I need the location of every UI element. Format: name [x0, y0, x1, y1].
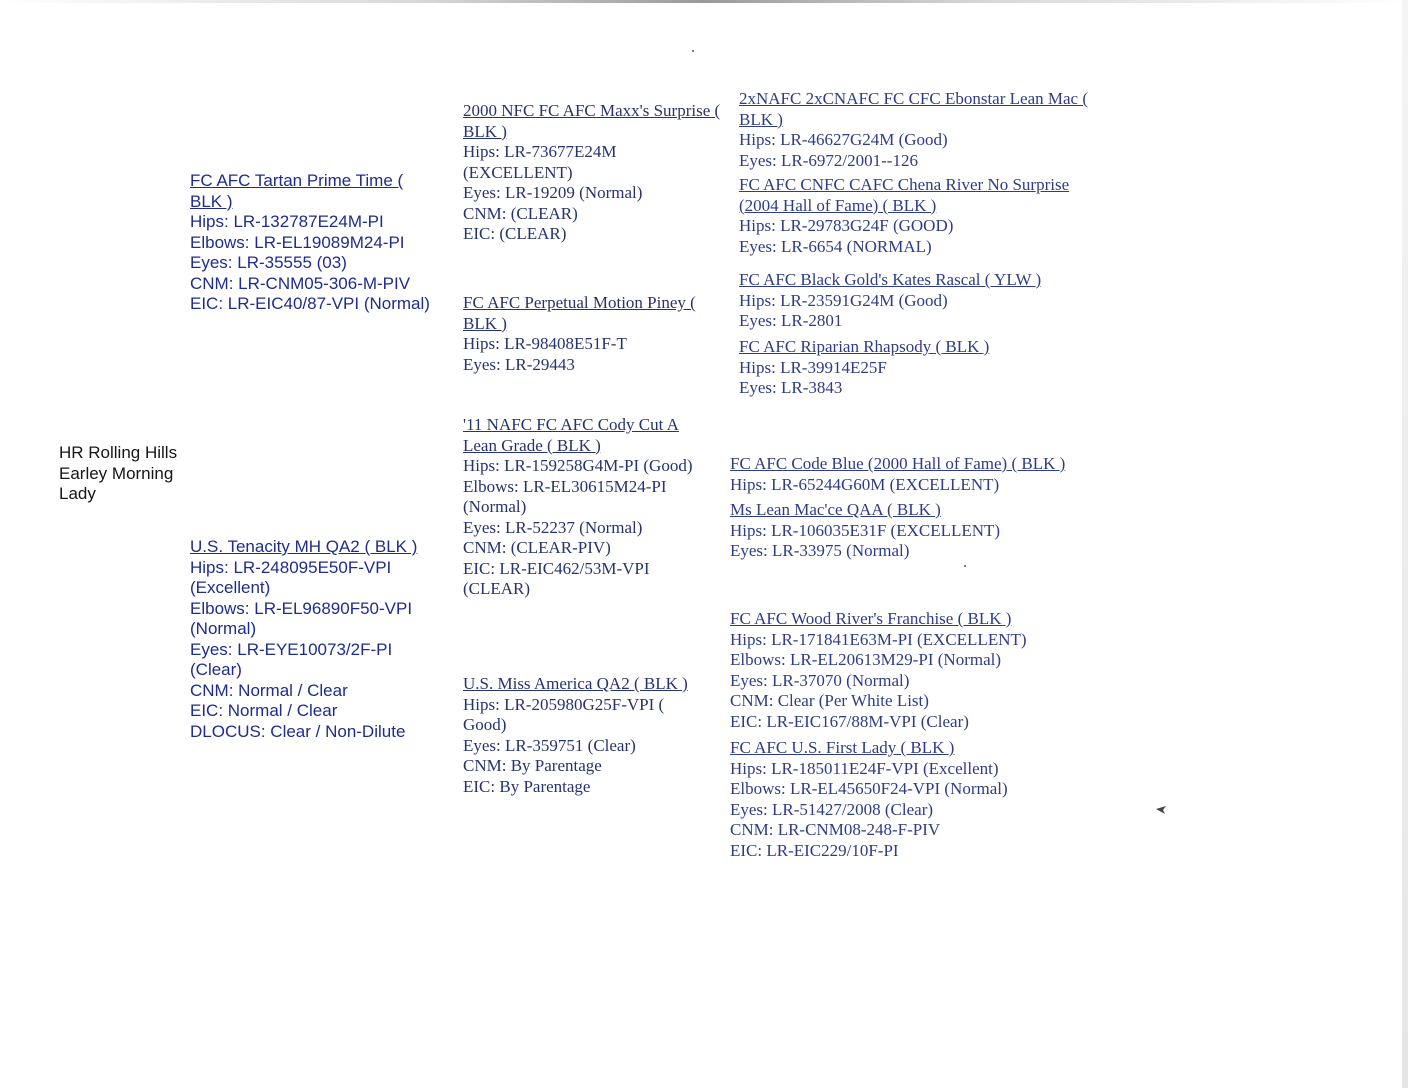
great-grandparent-name-link[interactable]: 2xNAFC 2xCNAFC FC CFC Ebonstar Lean Mac ( BLK ) — [739, 89, 1088, 129]
sire-health-line: Hips: LR-132787E24M-PI — [190, 212, 384, 231]
dam-health-line: CNM: Normal / Clear — [190, 680, 348, 700]
grandsire-health-line: Hips: LR-159258G4M-PI (Good) — [463, 456, 693, 475]
great-grandparent-health-line: Eyes: LR-3843 — [739, 378, 843, 397]
subject-line: HR Rolling Hills — [59, 443, 178, 462]
grandsire-health-line: EIC: LR-EIC462/53M-VPI (CLEAR) — [463, 558, 650, 598]
great-grandsire-2 — [739, 270, 1099, 332]
dam-health-line: DLOCUS: Clear / Non-Dilute — [190, 721, 406, 741]
great-grandparent-health-line: Eyes: LR-37070 (Normal) — [730, 670, 910, 690]
great-grandsire-4 — [730, 609, 1100, 732]
grandsire-dam-side — [463, 415, 708, 600]
great-granddam-3 — [730, 500, 1100, 562]
great-granddam-4 — [730, 738, 1100, 861]
grandsire-health-line: Eyes: LR-52237 (Normal) — [463, 517, 643, 537]
sire-name-link[interactable]: FC AFC Tartan Prime Time ( BLK ) — [190, 171, 404, 211]
subject-dog — [59, 443, 189, 505]
dam-health-line: Eyes: LR-EYE10073/2F-PI (Clear) — [190, 639, 393, 679]
granddam-dam-side — [463, 674, 703, 797]
arrow-mark-icon — [1156, 806, 1166, 814]
dam-name-link[interactable]: U.S. Tenacity MH QA2 ( BLK ) — [190, 537, 418, 556]
great-grandparent-health-line: Hips: LR-39914E25F — [739, 357, 887, 377]
great-grandparent-health-line: Eyes: LR-33975 (Normal) — [730, 541, 910, 560]
great-grandparent-health-line: Hips: LR-29783G24F (GOOD) — [739, 216, 954, 235]
granddam-name-link[interactable]: FC AFC Perpetual Motion Piney ( BLK ) — [463, 293, 696, 333]
dam-entry — [190, 537, 430, 742]
great-grandparent-health-line: Eyes: LR-6654 (NORMAL) — [739, 236, 932, 256]
great-grandsire-3 — [730, 454, 1100, 495]
grandsire-health-line: Elbows: LR-EL30615M24-PI (Normal) — [463, 476, 667, 516]
sire-health-line: Eyes: LR-35555 (03) — [190, 253, 347, 272]
granddam-health-line: Eyes: LR-29443 — [463, 354, 575, 374]
great-granddam-1 — [739, 175, 1094, 257]
sire-health-line: CNM: LR-CNM05-306-M-PIV — [190, 273, 411, 293]
great-grandparent-name-link[interactable]: FC AFC Code Blue (2000 Hall of Fame) ( BLK ) — [730, 454, 1066, 473]
granddam-health-line: Hips: LR-205980G25F-VPI ( Good) — [463, 694, 665, 734]
grandsire-health-line: CNM: (CLEAR-PIV) — [463, 538, 611, 557]
great-grandparent-health-line: Eyes: LR-2801 — [739, 311, 843, 330]
great-grandparent-health-line: EIC: LR-EIC167/88M-VPI (Clear) — [730, 711, 969, 731]
dam-health-line: Elbows: LR-EL96890F50-VPI (Normal) — [190, 598, 413, 638]
great-grandparent-name-link[interactable]: FC AFC Black Gold's Kates Rascal ( YLW ) — [739, 270, 1042, 289]
grandsire-health-line: CNM: (CLEAR) — [463, 203, 578, 223]
dam-health-line: Hips: LR-248095E50F-VPI (Excellent) — [190, 557, 392, 597]
sire-entry — [190, 171, 440, 315]
great-grandparent-health-line: Hips: LR-171841E63M-PI (EXCELLENT) — [730, 629, 1027, 649]
granddam-name-link[interactable]: U.S. Miss America QA2 ( BLK ) — [463, 674, 688, 693]
great-grandparent-health-line: Hips: LR-46627G24M (Good) — [739, 130, 948, 149]
grandsire-name-link[interactable]: 2000 NFC FC AFC Maxx's Surprise ( BLK ) — [463, 101, 721, 141]
great-grandparent-name-link[interactable]: Ms Lean Mac'ce QAA ( BLK ) — [730, 500, 941, 519]
grandsire-health-line: Hips: LR-73677E24M (EXCELLENT) — [463, 142, 617, 182]
great-grandparent-health-line: Hips: LR-106035E31F (EXCELLENT) — [730, 520, 1001, 540]
great-grandparent-health-line: CNM: LR-CNM08-248-F-PIV — [730, 820, 941, 839]
great-grandparent-health-line: Hips: LR-65244G60M (EXCELLENT) — [730, 474, 1000, 494]
great-grandparent-health-line: Elbows: LR-EL20613M29-PI (Normal) — [730, 650, 1002, 669]
great-grandparent-health-line: EIC: LR-EIC229/10F-PI — [730, 840, 899, 860]
granddam-sire-side — [463, 293, 718, 375]
great-grandparent-health-line: Hips: LR-23591G24M (Good) — [739, 290, 948, 310]
granddam-health-line: Eyes: LR-359751 (Clear) — [463, 735, 636, 755]
granddam-health-line: EIC: By Parentage — [463, 776, 591, 796]
sire-health-line: Elbows: LR-EL19089M24-PI — [190, 232, 405, 252]
grandsire-sire-side — [463, 101, 725, 245]
great-grandparent-name-link[interactable]: FC AFC Wood River's Franchise ( BLK ) — [730, 609, 1012, 628]
great-grandparent-health-line: CNM: Clear (Per White List) — [730, 691, 929, 710]
great-grandparent-name-link[interactable]: FC AFC Riparian Rhapsody ( BLK ) — [739, 337, 990, 356]
subject-line: Lady — [59, 484, 96, 503]
scan-speck — [692, 50, 694, 52]
great-grandparent-name-link[interactable]: FC AFC U.S. First Lady ( BLK ) — [730, 738, 955, 757]
scan-edge-top — [0, 0, 1408, 3]
great-grandparent-health-line: Elbows: LR-EL45650F24-VPI (Normal) — [730, 779, 1008, 798]
sire-health-line: EIC: LR-EIC40/87-VPI (Normal) — [190, 294, 430, 313]
great-granddam-2 — [739, 337, 1099, 399]
scan-speck — [964, 565, 966, 567]
grandsire-name-link[interactable]: '11 NAFC FC AFC Cody Cut A Lean Grade ( BLK ) — [463, 415, 679, 455]
subject-line: Earley Morning — [59, 463, 174, 483]
great-grandsire-1 — [739, 89, 1109, 171]
dam-health-line: EIC: Normal / Clear — [190, 701, 338, 720]
scan-edge-right — [1402, 0, 1408, 1088]
grandsire-health-line: Eyes: LR-19209 (Normal) — [463, 183, 643, 202]
granddam-health-line: CNM: By Parentage — [463, 756, 602, 775]
great-grandparent-name-link[interactable]: FC AFC CNFC CAFC Chena River No Surprise (2004 Hall of Fame) ( BLK ) — [739, 175, 1070, 215]
granddam-health-line: Hips: LR-98408E51F-T — [463, 334, 627, 353]
great-grandparent-health-line: Eyes: LR-51427/2008 (Clear) — [730, 799, 934, 819]
great-grandparent-health-line: Eyes: LR-6972/2001--126 — [739, 150, 918, 170]
grandsire-health-line: EIC: (CLEAR) — [463, 224, 567, 243]
great-grandparent-health-line: Hips: LR-185011E24F-VPI (Excellent) — [730, 758, 999, 778]
